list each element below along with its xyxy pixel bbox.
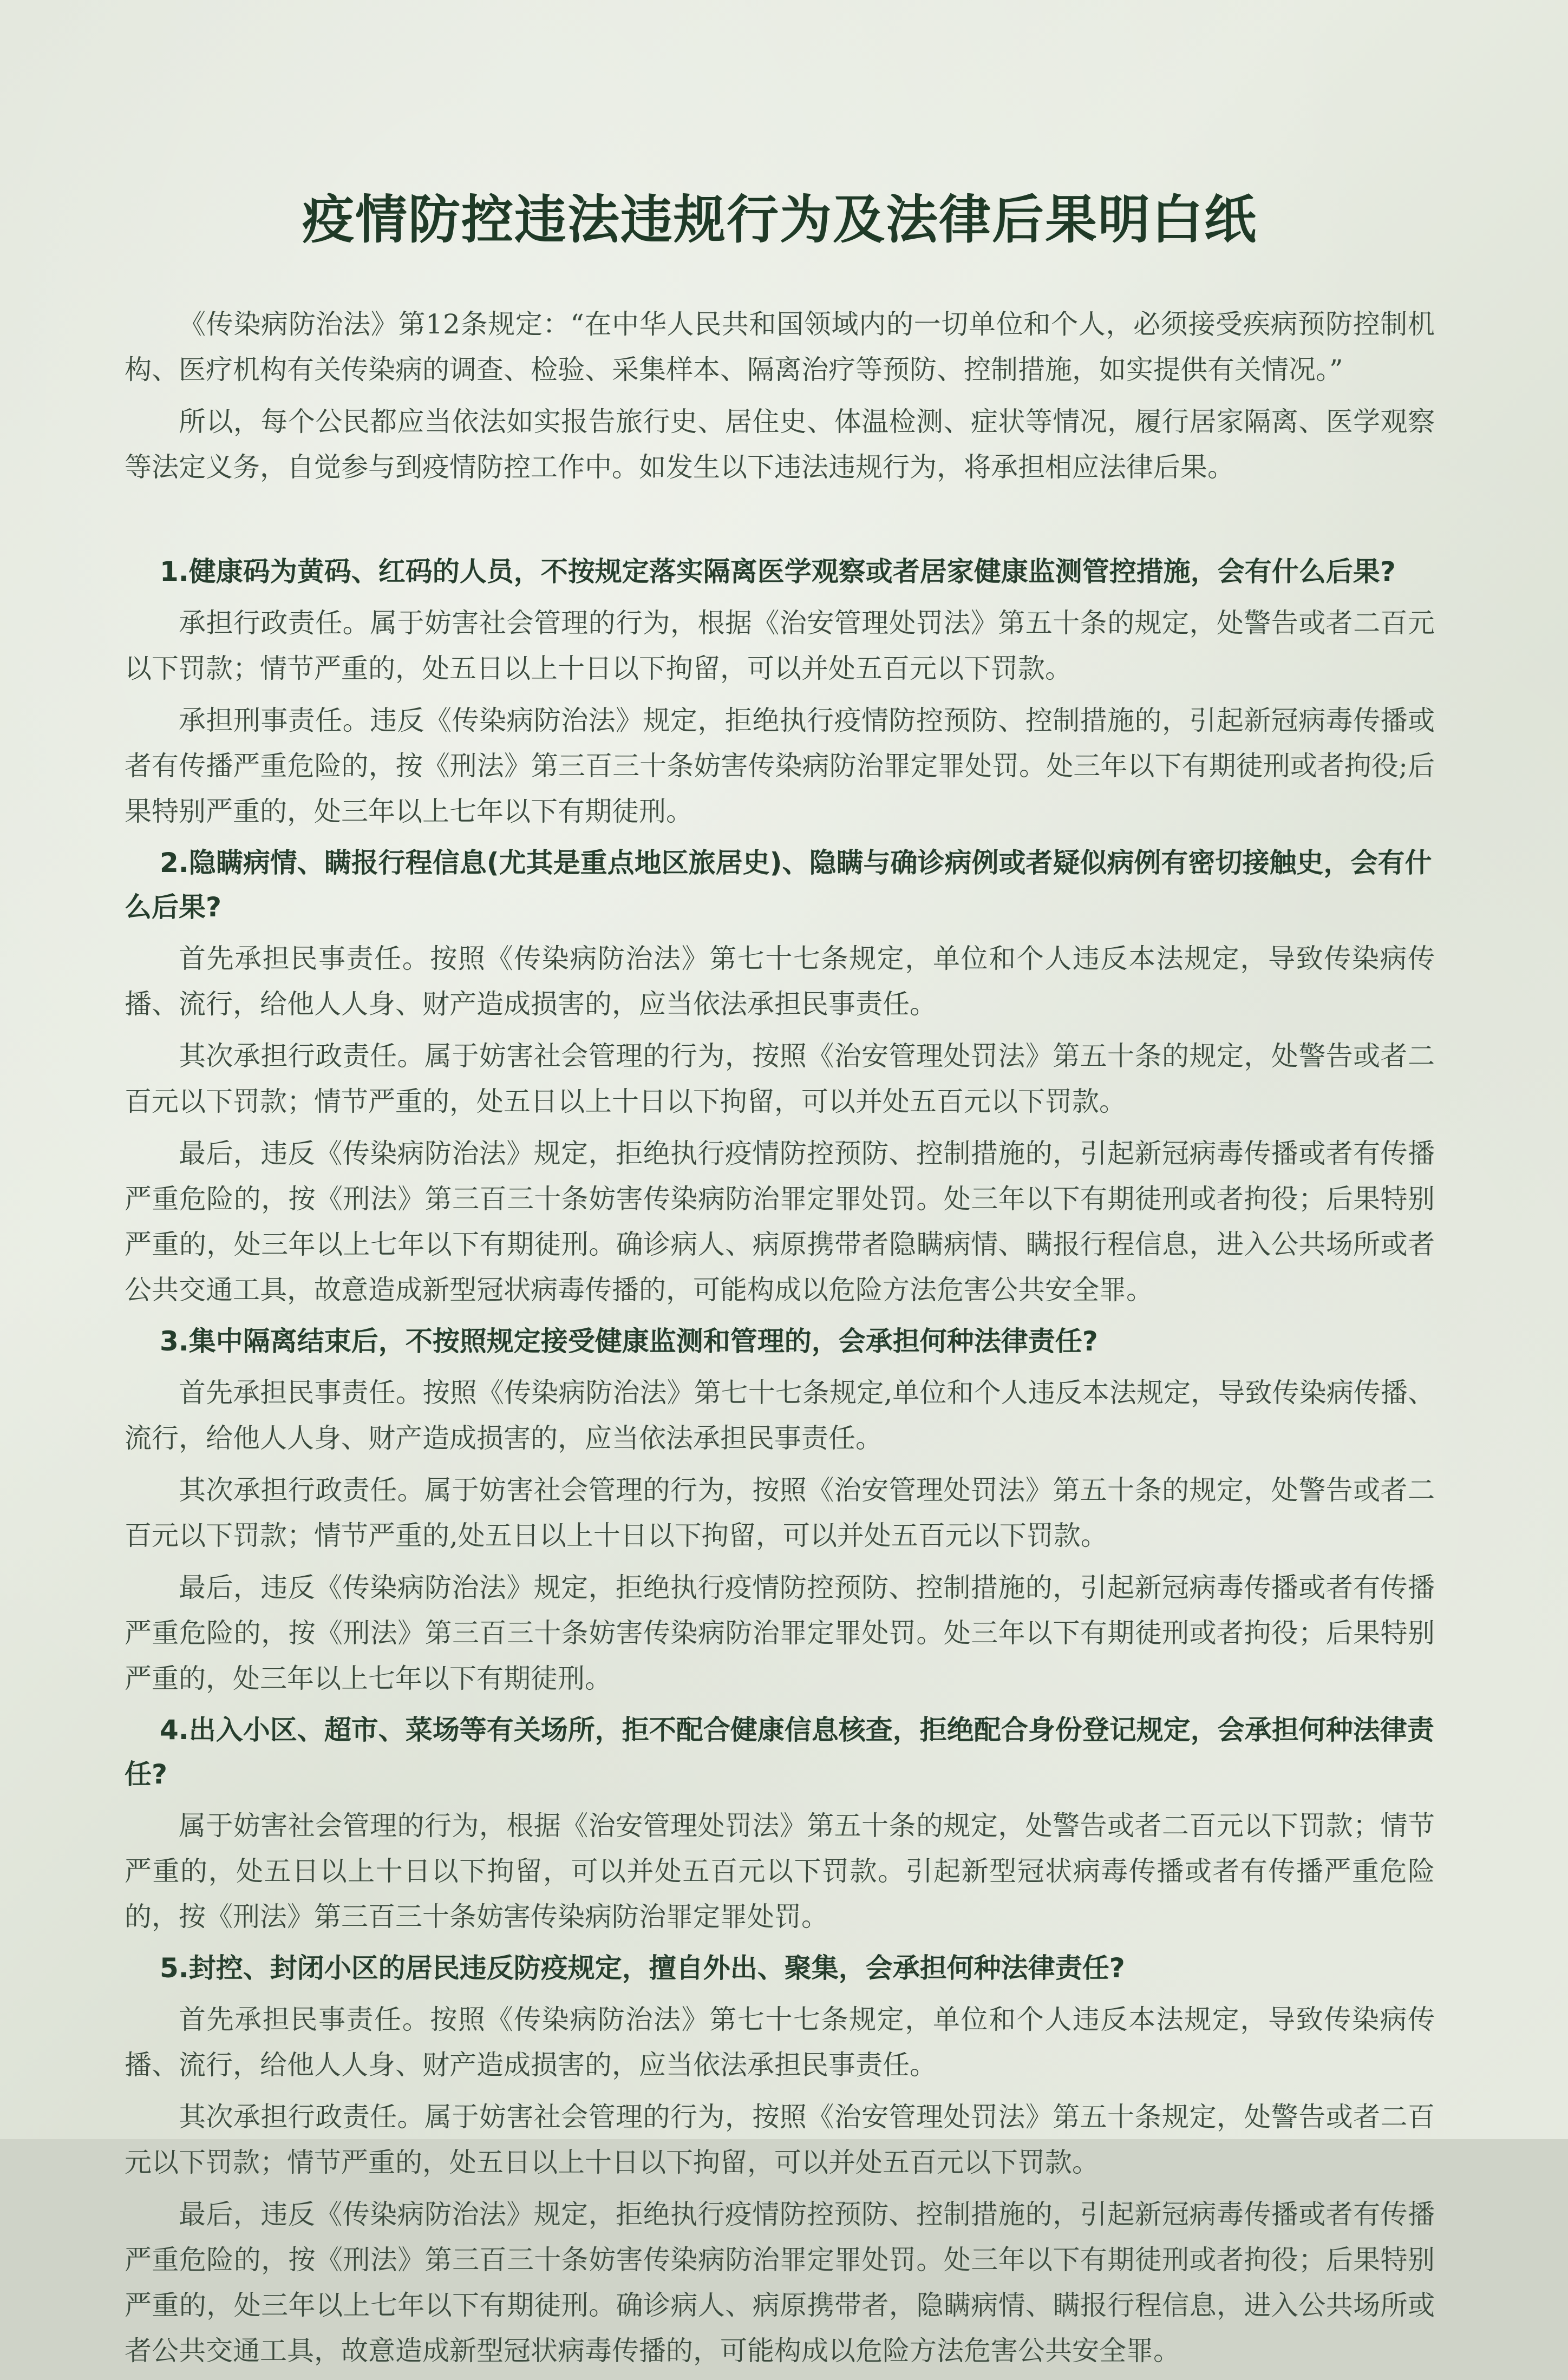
document-title: 疫情防控违法违规行为及法律后果明白纸 bbox=[302, 189, 1257, 250]
intro-paragraph: 《传染病防治法》第12条规定：“在中华人民共和国领域内的一切单位和个人，必须接受疾病预防控制机构、医疗机构有关传染病的调查、检验、采集样本、隔离治疗等预防、控制措施，如实提供有关情况。” bbox=[125, 309, 1435, 385]
section-paragraph: 最后，违反《传染病防治法》规定，拒绝执行疫情防控预防、控制措施的，引起新冠病毒传播或者有传播严重危险的，按《刑法》第三百三十条妨害传染病防治罪定罪处罚。处三年以下有期徒刑或者拘役；后果特别严重的，处三年以上七年以下有期徒刑。 bbox=[125, 1572, 1435, 1694]
section-paragraph: 首先承担民事责任。按照《传染病防治法》第七十七条规定，单位和个人违反本法规定，导致传染病传播、流行，给他人人身、财产造成损害的，应当依法承担民事责任。 bbox=[125, 2004, 1435, 2081]
section-paragraph: 承担刑事责任。违反《传染病防治法》规定，拒绝执行疫情防控预防、控制措施的，引起新冠病毒传播或者有传播严重危险的，按《刑法》第三百三十条妨害传染病防治罪定罪处罚。处三年以下有期徒刑或者拘役;后果特别严重的，处三年以上七年以下有期徒刑。 bbox=[125, 705, 1435, 827]
section-paragraph: 首先承担民事责任。按照《传染病防治法》第七十七条规定,单位和个人违反本法规定，导致传染病传播、流行，给他人人身、财产造成损害的，应当依法承担民事责任。 bbox=[125, 1377, 1435, 1454]
document-body bbox=[125, 179, 1435, 2380]
section-heading: 3.集中隔离结束后，不按照规定接受健康监测和管理的，会承担何种法律责任? bbox=[160, 1326, 1098, 1357]
section-paragraph: 属于妨害社会管理的行为，根据《治安管理处罚法》第五十条的规定，处警告或者二百元以下罚款；情节严重的，处五日以上十日以下拘留，可以并处五百元以下罚款。引起新型冠状病毒传播或者有传播严重危险的，按《刑法》第三百三十条妨害传染病防治罪定罪处罚。 bbox=[125, 1810, 1435, 1932]
section-paragraph: 首先承担民事责任。按照《传染病防治法》第七十七条规定，单位和个人违反本法规定，导致传染病传播、流行，给他人人身、财产造成损害的，应当依法承担民事责任。 bbox=[125, 943, 1435, 1020]
section-paragraph: 最后，违反《传染病防治法》规定，拒绝执行疫情防控预防、控制措施的，引起新冠病毒传播或者有传播严重危险的，按《刑法》第三百三十条妨害传染病防治罪定罪处罚。处三年以下有期徒刑或者拘役；后果特别严重的，处三年以上七年以下有期徒刑。确诊病人、病原携带者隐瞒病情、瞒报行程信息，进入公共场所或者公共交通工具，故意造成新型冠状病毒传播的，可能构成以危险方法危害公共安全罪。 bbox=[125, 1138, 1435, 1306]
section-heading: 4.出入小区、超市、菜场等有关场所，拒不配合健康信息核查，拒绝配合身份登记规定，会承担何种法律责任? bbox=[125, 1714, 1434, 1790]
section-heading: 2.隐瞒病情、瞒报行程信息(尤其是重点地区旅居史)、隐瞒与确诊病例或者疑似病例有密切接触史，会有什么后果? bbox=[125, 847, 1432, 923]
section-paragraph: 承担行政责任。属于妨害社会管理的行为，根据《治安管理处罚法》第五十条的规定，处警告或者二百元以下罚款；情节严重的，处五日以上十日以下拘留，可以并处五百元以下罚款。 bbox=[125, 607, 1435, 684]
intro-paragraph: 所以，每个公民都应当依法如实报告旅行史、居住史、体温检测、症状等情况，履行居家隔离、医学观察等法定义务，自觉参与到疫情防控工作中。如发生以下违法违规行为，将承担相应法律后果。 bbox=[125, 406, 1435, 483]
section-heading: 5.封控、封闭小区的居民违反防疫规定，擅自外出、聚集，会承担何种法律责任? bbox=[160, 1952, 1125, 1984]
section-heading: 1.健康码为黄码、红码的人员，不按规定落实隔离医学观察或者居家健康监测管控措施，会有什么后果? bbox=[160, 556, 1396, 587]
section-paragraph: 其次承担行政责任。属于妨害社会管理的行为，按照《治安管理处罚法》第五十条规定，处警告或者二百元以下罚款；情节严重的，处五日以上十日以下拘留，可以并处五百元以下罚款。 bbox=[125, 2101, 1435, 2178]
section-paragraph: 其次承担行政责任。属于妨害社会管理的行为，按照《治安管理处罚法》第五十条的规定，处警告或者二百元以下罚款；情节严重的,处五日以上十日以下拘留，可以并处五百元以下罚款。 bbox=[125, 1474, 1435, 1551]
section-paragraph: 其次承担行政责任。属于妨害社会管理的行为，按照《治安管理处罚法》第五十条的规定，处警告或者二百元以下罚款；情节严重的，处五日以上十日以下拘留，可以并处五百元以下罚款。 bbox=[125, 1040, 1435, 1117]
section-paragraph: 最后，违反《传染病防治法》规定，拒绝执行疫情防控预防、控制措施的，引起新冠病毒传播或者有传播严重危险的，按《刑法》第三百三十条妨害传染病防治罪定罪处罚。处三年以下有期徒刑或者拘役；后果特别严重的，处三年以上七年以下有期徒刑。确诊病人、病原携带者，隐瞒病情、瞒报行程信息，进入公共场所或者公共交通工具，故意造成新型冠状病毒传播的，可能构成以危险方法危害公共安全罪。 bbox=[125, 2199, 1435, 2366]
